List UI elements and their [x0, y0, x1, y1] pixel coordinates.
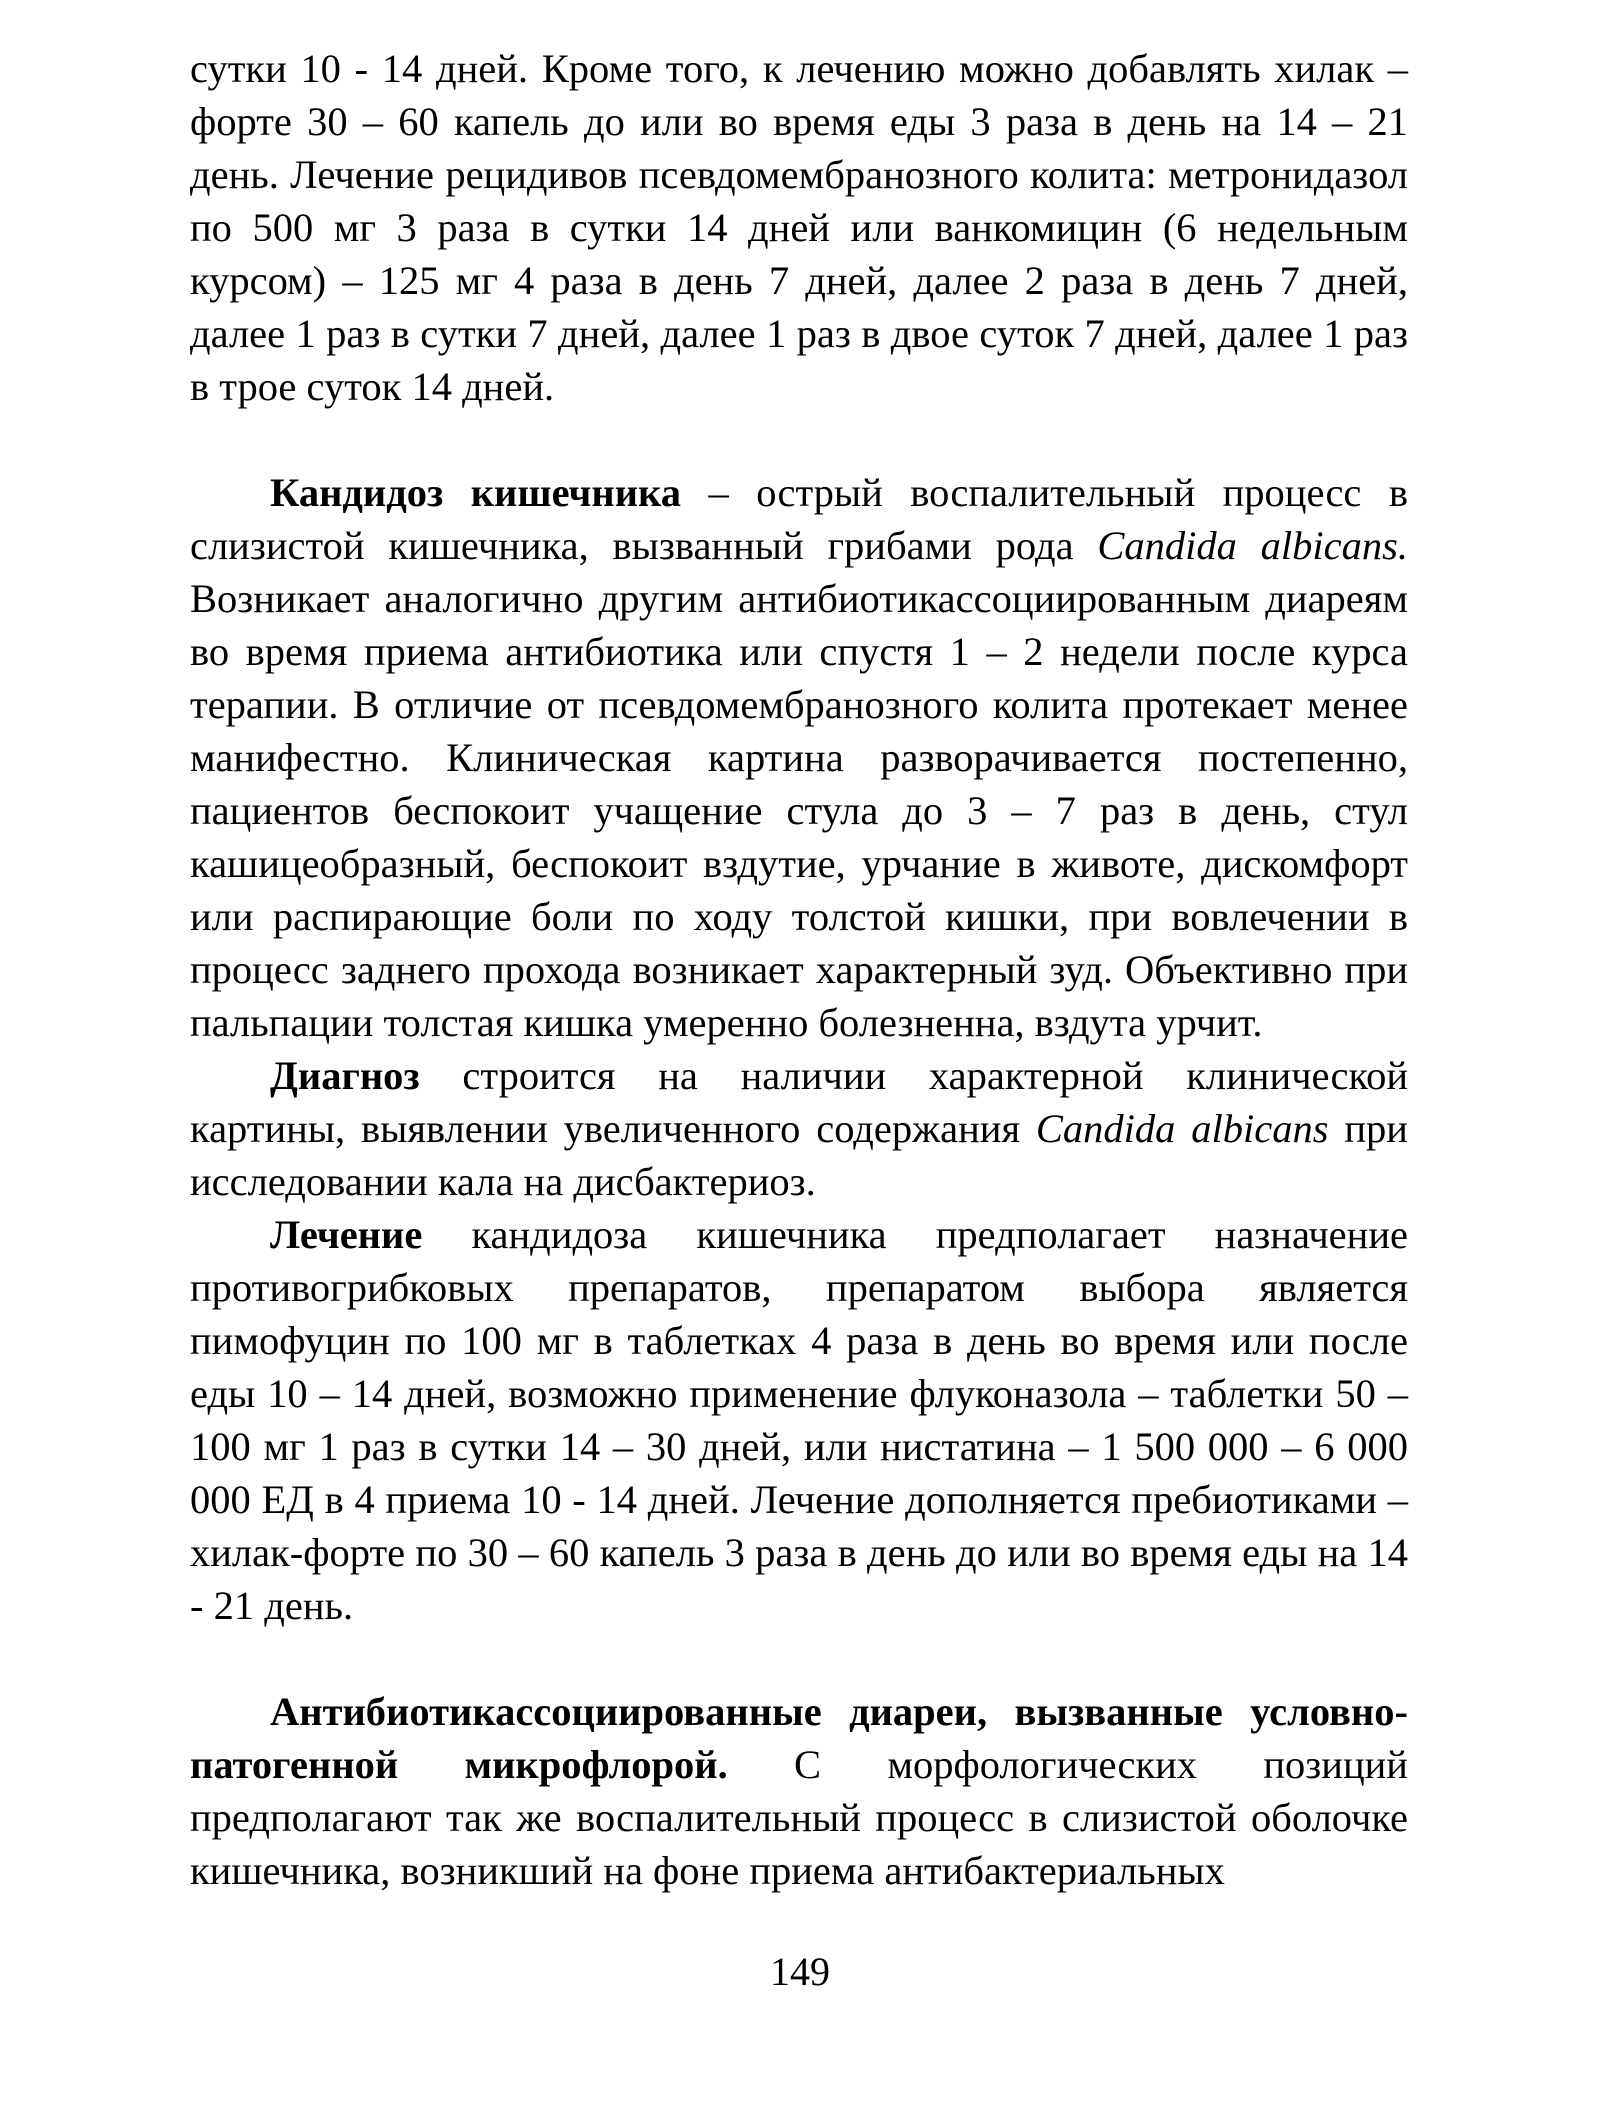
paragraph-candidiasis	[190, 466, 1408, 1049]
term-heading: Кандидоз кишечника	[270, 470, 682, 515]
paragraph-text: сутки 10 - 14 дней. Кроме того, к лечению можно добавлять хилак – форте 30 – 60 капель до или во время еды 3 раза в день на 14 – 21 день. Лечение рецидивов псевдомембранозного колита: метронидазол по 500 мг 3 раза в сутки 14 дней или ванкомицин (6 недельным курсом) – 125 мг 4 раза в день 7 дней, далее 2 раза в день 7 дней, далее 1 раз в сутки 7 дней, далее 1 раз в двое суток 7 дней, далее 1 раз в трое суток 14 дней.	[190, 46, 1408, 409]
paragraph-treatment-continuation	[190, 42, 1408, 413]
paragraph-text: при исследовании кала на дисбактериоз.	[190, 1106, 1408, 1204]
paragraph-text: строится на наличии характерной клинической картины, выявлении увеличенного содержания	[190, 1053, 1408, 1151]
species-name: Candida albicans.	[1097, 523, 1408, 568]
species-name: Candida albicans	[1035, 1106, 1329, 1151]
page-number: 149	[770, 1949, 830, 1994]
paragraph-antibiotic-diarrhea	[190, 1685, 1408, 1897]
paragraph-text: кандидоза кишечника предполагает назначение противогрибковых препаратов, препаратом выбора является пимофуцин по 100 мг в таблетках 4 раза в день во время или после еды 10 – 14 дней, возможно применение флуконазола – таблетки 50 – 100 мг 1 раз в сутки 14 – 30 дней, или нистатина – 1 500 000 – 6 000 000 ЕД в 4 приема 10 - 14 дней. Лечение дополняется пребиотиками – хилак-форте по 30 – 60 капель 3 раза в день до или во время еды на 14 - 21 день.	[190, 1212, 1408, 1628]
paragraph-text: Возникает аналогично другим антибиотикассоциированным диареям во время приема антибиотика или спустя 1 – 2 недели после курса терапии. В отличие от псевдомембранозного колита протекает менее манифестно. Клиническая картина разворачивается постепенно, пациентов беспокоит учащение стула до 3 – 7 раз в день, стул кашицеобразный, беспокоит вздутие, урчание в животе, дискомфорт или распирающие боли по ходу толстой кишки, при вовлечении в процесс заднего прохода возникает характерный зуд. Объективно при пальпации толстая кишка умеренно болезненна, вздута урчит.	[190, 576, 1408, 1045]
paragraph-text: С морфологических позиций предполагают так же воспалительный процесс в слизистой оболочке кишечника, возникший на фоне приема антибактериальных	[190, 1742, 1408, 1893]
term-heading: Лечение	[270, 1212, 423, 1257]
paragraph-treatment	[190, 1208, 1408, 1632]
paragraph-text: – острый воспалительный процесс в слизистой кишечника, вызванный грибами рода	[190, 470, 1408, 568]
term-heading: Антибиотикассоциированные диареи, вызванные условно-патогенной микрофлорой.	[190, 1689, 1408, 1787]
paragraph-diagnosis	[190, 1049, 1408, 1208]
page-text	[190, 42, 1408, 1897]
term-heading: Диагноз	[270, 1053, 420, 1098]
